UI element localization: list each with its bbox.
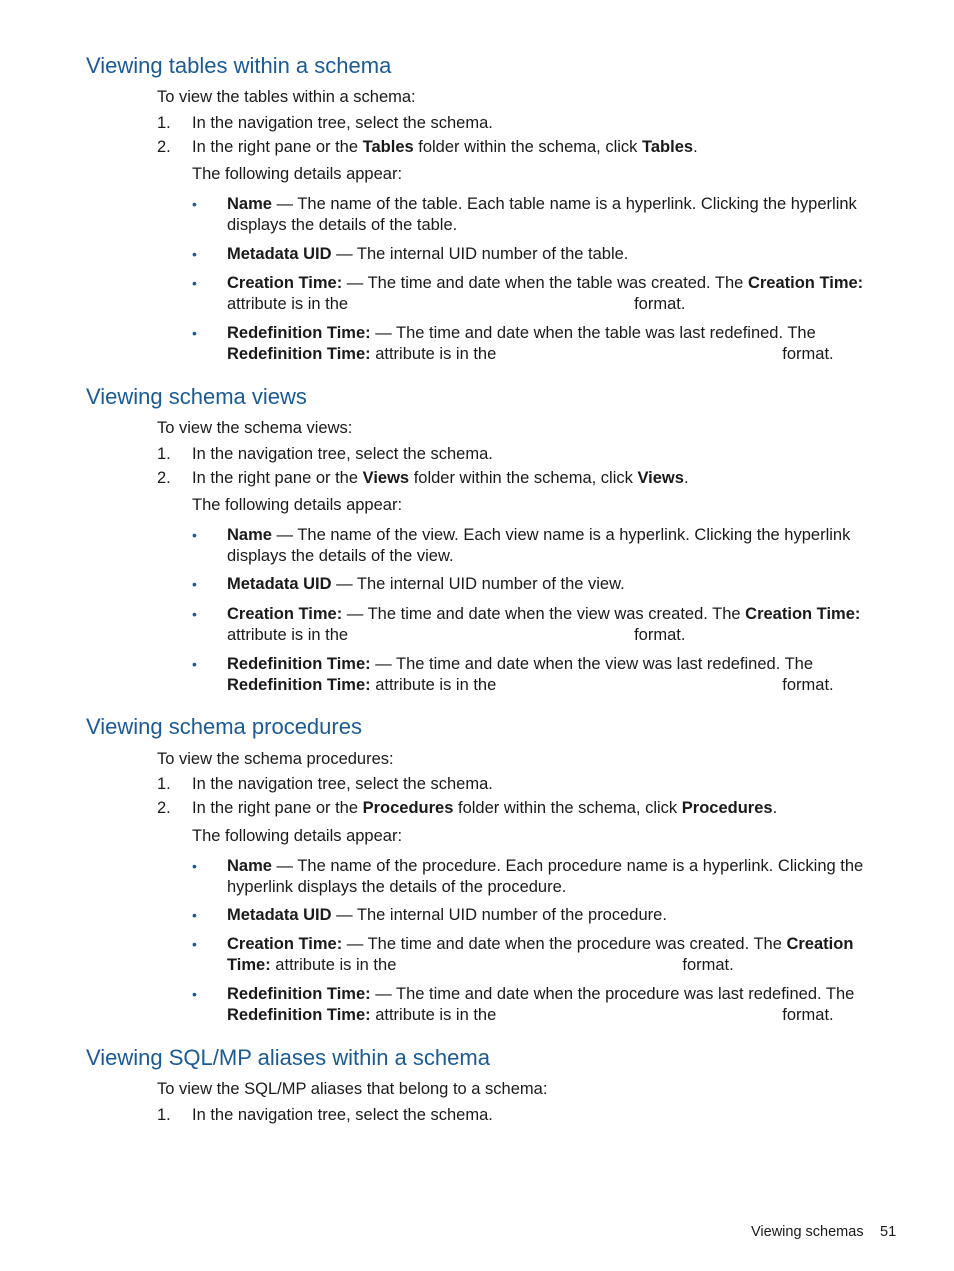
footer-section-title: Viewing schemas — [751, 1224, 864, 1240]
detail-item-redefinition-time: Redefinition Time: — The time and date when the table was last redefined. The Redefinition Time: attribute is in the format. — [227, 324, 834, 363]
step-text: In the right pane or the Tables folder within the schema, click Tables. — [192, 138, 698, 156]
step-number: 1. — [157, 1106, 171, 1124]
bullet-icon: • — [192, 606, 197, 622]
bullet-icon: • — [192, 576, 197, 592]
step-number: 1. — [157, 445, 171, 463]
bullet-icon: • — [192, 246, 197, 262]
details-intro: The following details appear: — [192, 496, 403, 514]
detail-item-creation-time: Creation Time: — The time and date when the table was created. The Creation Time: attribute is in the format. — [227, 274, 864, 313]
step-number: 2. — [157, 469, 171, 487]
bullet-icon: • — [192, 936, 197, 952]
step-number: 1. — [157, 114, 171, 132]
bullet-icon: • — [192, 275, 197, 291]
details-intro: The following details appear: — [192, 827, 403, 845]
bullet-icon: • — [192, 325, 197, 341]
details-intro: The following details appear: — [192, 165, 403, 183]
detail-item-name: Name — The name of the view. Each view name is a hyperlink. Clicking the hyperlink displays the details of the view. — [227, 526, 851, 565]
step-text: In the right pane or the Views folder within the schema, click Views. — [192, 469, 689, 487]
bullet-icon: • — [192, 986, 197, 1002]
page-number: 51 — [880, 1224, 897, 1240]
detail-item-redefinition-time: Redefinition Time: — The time and date when the procedure was last redefined. The Redefinition Time: attribute is in the format. — [227, 985, 855, 1024]
section-intro: To view the SQL/MP aliases that belong to a schema: — [157, 1080, 548, 1098]
section-intro: To view the schema views: — [157, 419, 353, 437]
detail-item-creation-time: Creation Time: — The time and date when the view was created. The Creation Time: attribute is in the format. — [227, 605, 861, 644]
bullet-icon: • — [192, 656, 197, 672]
step-text: In the navigation tree, select the schema. — [192, 114, 493, 132]
detail-item-redefinition-time: Redefinition Time: — The time and date when the view was last redefined. The Redefinition Time: attribute is in the format. — [227, 655, 834, 694]
section-heading-aliases: Viewing SQL/MP aliases within a schema — [86, 1045, 490, 1070]
bullet-icon: • — [192, 196, 197, 212]
detail-item-name: Name — The name of the procedure. Each procedure name is a hyperlink. Clicking the hyperlink displays the details of the procedure. — [227, 857, 864, 896]
step-text: In the navigation tree, select the schema. — [192, 445, 493, 463]
detail-item-uid: Metadata UID — The internal UID number of the procedure. — [227, 906, 667, 924]
bullet-icon: • — [192, 907, 197, 923]
step-text: In the navigation tree, select the schema. — [192, 775, 493, 793]
step-number: 1. — [157, 775, 171, 793]
detail-item-creation-time: Creation Time: — The time and date when the procedure was created. The Creation Time: attribute is in the format. — [227, 935, 854, 974]
bullet-icon: • — [192, 858, 197, 874]
section-intro: To view the tables within a schema: — [157, 88, 416, 106]
detail-item-name: Name — The name of the table. Each table name is a hyperlink. Clicking the hyperlink displays the details of the table. — [227, 195, 857, 234]
step-text: In the right pane or the Procedures folder within the schema, click Procedures. — [192, 799, 778, 817]
section-heading-procedures: Viewing schema procedures — [86, 714, 362, 739]
detail-item-uid: Metadata UID — The internal UID number of the table. — [227, 245, 629, 263]
section-intro: To view the schema procedures: — [157, 750, 394, 768]
step-number: 2. — [157, 799, 171, 817]
step-number: 2. — [157, 138, 171, 156]
section-heading-tables: Viewing tables within a schema — [86, 53, 392, 78]
section-heading-views: Viewing schema views — [86, 384, 307, 409]
step-text: In the navigation tree, select the schema. — [192, 1106, 493, 1124]
detail-item-uid: Metadata UID — The internal UID number of the view. — [227, 575, 625, 593]
bullet-icon: • — [192, 527, 197, 543]
